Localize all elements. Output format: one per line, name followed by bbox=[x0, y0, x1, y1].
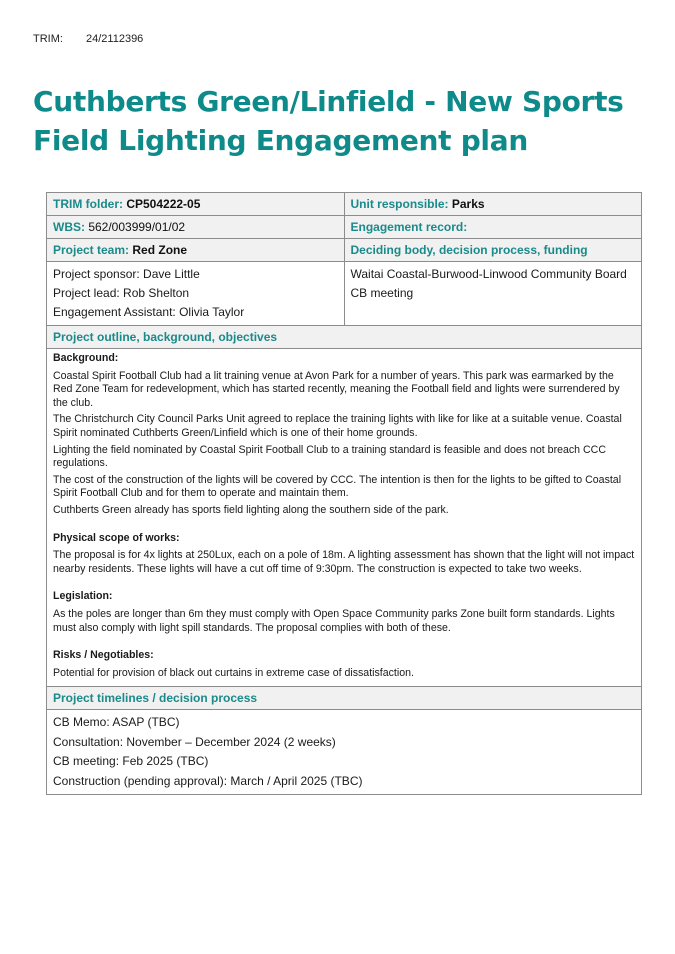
scope-text: The proposal is for 4x lights at 250Lux, each on a pole of 18m. A lighting assessment has shown that the light will not impact nearby residents. These lights will have a cut off time of 9:30pm. The construction is expected to take two weeks. bbox=[53, 549, 635, 575]
table-row bbox=[47, 349, 642, 687]
project-lead: Project lead: Rob Shelton bbox=[53, 286, 190, 300]
background-paragraph: The cost of the construction of the lights will be covered by CCC. The intention is then for the lights to be gifted to Coastal Spirit Football Club and for them to operate and maintain them. bbox=[53, 473, 622, 500]
page-title: Cuthberts Green/Linfield - New Sports Field Lighting Engagement plan bbox=[33, 85, 624, 157]
engagement-assistant: Engagement Assistant: Olivia Taylor bbox=[53, 305, 245, 319]
deciding-body: Waitai Coastal-Burwood-Linwood Community Board bbox=[350, 267, 627, 281]
scope-heading: Physical scope of works: bbox=[53, 531, 180, 544]
table-row bbox=[47, 193, 642, 216]
background-paragraph: Cuthberts Green already has sports field lighting along the southern side of the park. bbox=[53, 503, 449, 516]
background-heading: Background: bbox=[53, 352, 119, 364]
project-team-label: Project team: bbox=[53, 243, 133, 257]
outline-body bbox=[47, 349, 642, 687]
table-row bbox=[47, 239, 642, 262]
table-row bbox=[47, 710, 642, 795]
table-row bbox=[47, 216, 642, 239]
unit-responsible-value: Parks bbox=[451, 197, 485, 211]
trim-reference bbox=[33, 33, 143, 45]
outline-header: Project outline, background, objectives bbox=[47, 326, 642, 349]
background-paragraph: Coastal Spirit Football Club had a lit training venue at Avon Park for a number of years. This park was earmarked by the Red Zone Team for redevelopment, which has started recently, meaning the Football field and lights were surrendered by the club. bbox=[53, 369, 620, 409]
engagement-record-cell bbox=[344, 216, 642, 239]
risks-heading: Risks / Negotiables: bbox=[53, 649, 154, 662]
project-sponsor: Project sponsor: Dave Little bbox=[53, 267, 200, 281]
unit-responsible-cell bbox=[344, 193, 642, 216]
decision-process: CB meeting bbox=[350, 286, 414, 300]
trim-label: TRIM: bbox=[33, 33, 63, 45]
wbs-label: WBS: bbox=[53, 220, 89, 234]
project-team-cell bbox=[47, 239, 345, 262]
legislation-heading: Legislation: bbox=[53, 590, 113, 603]
timeline-item: CB Memo: ASAP (TBC) bbox=[53, 715, 180, 730]
decision-cell bbox=[344, 262, 642, 326]
trim-folder-label: TRIM folder: bbox=[53, 197, 127, 211]
trim-number: 24/2112396 bbox=[86, 33, 144, 45]
table-row bbox=[47, 326, 642, 349]
trim-folder-value: CP504222-05 bbox=[126, 197, 201, 211]
trim-folder-cell bbox=[47, 193, 345, 216]
legislation-text: As the poles are longer than 6m they must comply with Open Space Community parks Zone built form standards. Lights must also comply with light spill standards. The proposal complies with both of these. bbox=[53, 607, 615, 634]
timelines-header: Project timelines / decision process bbox=[47, 687, 642, 710]
deciding-body-label: Deciding body, decision process, funding bbox=[350, 243, 588, 257]
background-paragraph: Lighting the field nominated by Coastal Spirit Football Club to a training standard is feasible and does not breach CCC regulations. bbox=[53, 443, 606, 470]
unit-responsible-label: Unit responsible: bbox=[350, 197, 452, 211]
timeline-item: Construction (pending approval): March / April 2025 (TBC) bbox=[53, 773, 363, 788]
engagement-plan-table bbox=[46, 192, 642, 795]
risks-text: Potential for provision of black out curtains in extreme case of dissatisfaction. bbox=[53, 666, 414, 679]
project-team-value: Red Zone bbox=[132, 243, 188, 257]
table-row bbox=[47, 687, 642, 710]
timelines-cell bbox=[47, 710, 642, 795]
deciding-body-cell bbox=[344, 239, 642, 262]
wbs-cell bbox=[47, 216, 345, 239]
timeline-item: Consultation: November – December 2024 (2 weeks) bbox=[53, 734, 336, 749]
table-row bbox=[47, 262, 642, 326]
background-paragraph: The Christchurch City Council Parks Unit agreed to replace the training lights with like for like at a suitable venue. Coastal Spirit nominated Cuthberts Green/Linfield which is one of their home grounds. bbox=[53, 413, 622, 439]
team-members-cell bbox=[47, 262, 345, 326]
engagement-record-label: Engagement record: bbox=[350, 220, 468, 234]
wbs-value: 562/003999/01/02 bbox=[88, 220, 186, 234]
timeline-item: CB meeting: Feb 2025 (TBC) bbox=[53, 754, 209, 769]
